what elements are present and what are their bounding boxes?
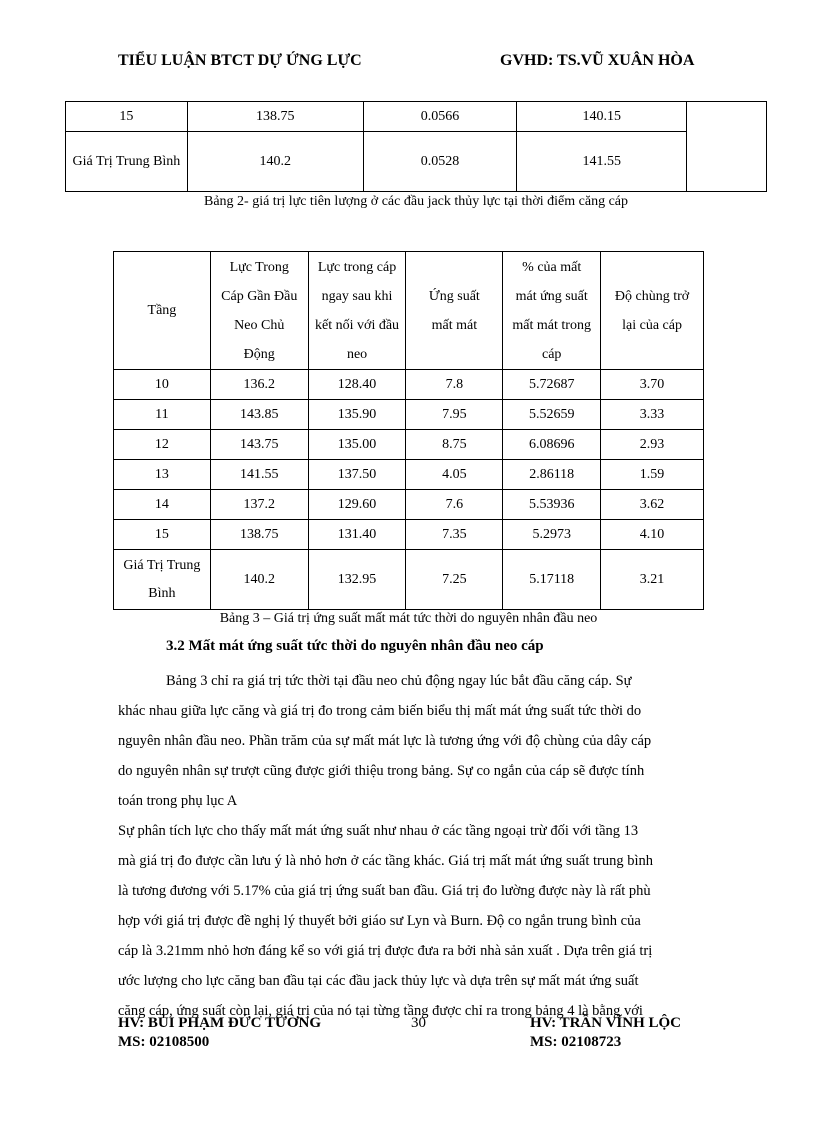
table-cell: Giá Trị Trung Bình xyxy=(66,132,188,192)
table-cell: 2.93 xyxy=(601,430,704,460)
table-cell: 129.60 xyxy=(308,490,406,520)
table-row xyxy=(66,132,767,192)
table-cell: 132.95 xyxy=(308,550,406,610)
table-cell: 12 xyxy=(114,430,211,460)
table-cell: 5.72687 xyxy=(503,370,601,400)
table-row xyxy=(114,370,704,400)
table-cell: 137.2 xyxy=(210,490,308,520)
text-line: toán trong phụ lục A xyxy=(118,793,238,809)
table-cell: 4.10 xyxy=(601,520,704,550)
table-cell: 7.35 xyxy=(406,520,503,550)
table-cell: 138.75 xyxy=(210,520,308,550)
column-header: Ứng suất mất mát xyxy=(406,252,503,370)
table-cell: 128.40 xyxy=(308,370,406,400)
table-cell: 15 xyxy=(114,520,211,550)
table-row xyxy=(114,550,704,610)
table-cell: 131.40 xyxy=(308,520,406,550)
table-cell: 140.2 xyxy=(210,550,308,610)
table-cell: 135.90 xyxy=(308,400,406,430)
text-line: hợp với giá trị được đề nghị lý thuyết bởi giáo sư Lyn và Burn. Độ co ngắn trung bình của xyxy=(118,913,641,929)
text-line: do nguyên nhân sự trượt cũng được giới thiệu trong bảng. Sự co ngắn của cáp sẽ được tính xyxy=(118,763,645,779)
table-cell: 15 xyxy=(66,102,188,132)
column-header: Độ chùng trở lại của cáp xyxy=(601,252,704,370)
table-cell: 7.6 xyxy=(406,490,503,520)
table-cell: 0.0528 xyxy=(363,132,517,192)
table-cell: 1.59 xyxy=(601,460,704,490)
table-cell: 5.2973 xyxy=(503,520,601,550)
table-cell: 3.33 xyxy=(601,400,704,430)
table-cell: 0.0566 xyxy=(363,102,517,132)
table-cell: 143.75 xyxy=(210,430,308,460)
table-cell: 2.86118 xyxy=(503,460,601,490)
text-line: mà giá trị đo được cần lưu ý là nhỏ hơn ở các tầng khác. Giá trị mất mát ứng suất trung bình xyxy=(118,853,654,869)
text-line: ước lượng cho lực căng ban đầu tại các đầu jack thủy lực và dựa trên sự mất mát ứng suất xyxy=(118,973,639,989)
table-cell: 5.17118 xyxy=(503,550,601,610)
table-cell: 3.62 xyxy=(601,490,704,520)
table-cell: 7.8 xyxy=(406,370,503,400)
table-row xyxy=(114,400,704,430)
table-cell xyxy=(687,102,767,192)
table-cell: 5.52659 xyxy=(503,400,601,430)
table-cell: 7.95 xyxy=(406,400,503,430)
text-line: Bảng 3 chỉ ra giá trị tức thời tại đầu neo chủ động ngay lúc bắt đầu căng cáp. Sự xyxy=(166,673,632,689)
table-cell: 3.70 xyxy=(601,370,704,400)
table-row xyxy=(66,102,767,132)
table-cell: 137.50 xyxy=(308,460,406,490)
header-right: GVHD: TS.VŨ XUÂN HÒA xyxy=(500,52,695,69)
column-header: Lực Trong Cáp Gần Đầu Neo Chủ Động xyxy=(210,252,308,370)
table-cell: 14 xyxy=(114,490,211,520)
table-cell: 8.75 xyxy=(406,430,503,460)
table-cell: 13 xyxy=(114,460,211,490)
table-cell: 7.25 xyxy=(406,550,503,610)
table-row xyxy=(114,520,704,550)
table-cell: 4.05 xyxy=(406,460,503,490)
table-3 xyxy=(113,251,704,610)
footer-left-id: MS: 02108500 xyxy=(118,1034,210,1050)
footer-left-name: HV: BÙI PHẠM ĐỨC TƯỜNG xyxy=(118,1015,322,1031)
table-cell: 136.2 xyxy=(210,370,308,400)
text-line: căng cáp, ứng suất còn lại, giá trị của nó tại từng tầng được chỉ ra trong bảng 4 là bằng với xyxy=(118,1003,643,1019)
table-2 xyxy=(65,101,767,192)
table-cell: 11 xyxy=(114,400,211,430)
column-header: % của mất mát ứng suất mất mát trong cáp xyxy=(503,252,601,370)
column-header: Lực trong cáp ngay sau khi kết nối với đầu neo xyxy=(308,252,406,370)
table-cell: 141.55 xyxy=(517,132,687,192)
table-cell: Giá Trị Trung Bình xyxy=(114,550,211,610)
table-cell: 135.00 xyxy=(308,430,406,460)
table-cell: 3.21 xyxy=(601,550,704,610)
table-cell: 140.2 xyxy=(187,132,363,192)
table-cell: 6.08696 xyxy=(503,430,601,460)
section-heading: 3.2 Mất mát ứng suất tức thời do nguyên nhân đầu neo cáp xyxy=(166,638,544,654)
footer-right-id: MS: 02108723 xyxy=(530,1034,622,1050)
table-3-caption: Bảng 3 – Giá trị ứng suất mất mát tức thời do nguyên nhân đầu neo xyxy=(219,611,598,626)
table-cell: 10 xyxy=(114,370,211,400)
table-cell: 5.53936 xyxy=(503,490,601,520)
table-2-caption: Bảng 2- giá trị lực tiên lượng ở các đầu jack thủy lực tại thời điểm căng cáp xyxy=(203,194,628,209)
table-row xyxy=(114,430,704,460)
text-line: nguyên nhân đầu neo. Phần trăm của sự mất mát lực là tương ứng với độ chùng của dây cáp xyxy=(118,733,652,749)
text-line: Sự phân tích lực cho thấy mất mát ứng suất như nhau ở các tầng ngoại trừ đối với tầng 13 xyxy=(118,823,639,839)
table-cell: 141.55 xyxy=(210,460,308,490)
footer-right-name: HV: TRẦN VĨNH LỘC xyxy=(530,1015,682,1031)
column-header: Tầng xyxy=(114,252,211,370)
text-line: khác nhau giữa lực căng và giá trị đo trong cảm biến biểu thị mất mát ứng suất tức thời do xyxy=(118,703,642,719)
table-cell: 140.15 xyxy=(517,102,687,132)
body-text xyxy=(118,666,718,1026)
table-row xyxy=(114,490,704,520)
page-number: 30 xyxy=(411,1015,426,1031)
table-row xyxy=(114,460,704,490)
text-line: cáp là 3.21mm nhỏ hơn đáng kể so với giá trị được đưa ra bởi nhà sản xuất . Dựa trên giá trị xyxy=(118,943,653,959)
table-cell: 143.85 xyxy=(210,400,308,430)
header-left: TIỂU LUẬN BTCT DỰ ỨNG LỰC xyxy=(118,52,362,69)
table-header-row xyxy=(114,252,704,370)
table-cell: 138.75 xyxy=(187,102,363,132)
text-line: là tương đương với 5.17% của giá trị ứng suất ban đầu. Giá trị đo lường được này là rất phù xyxy=(118,883,651,899)
